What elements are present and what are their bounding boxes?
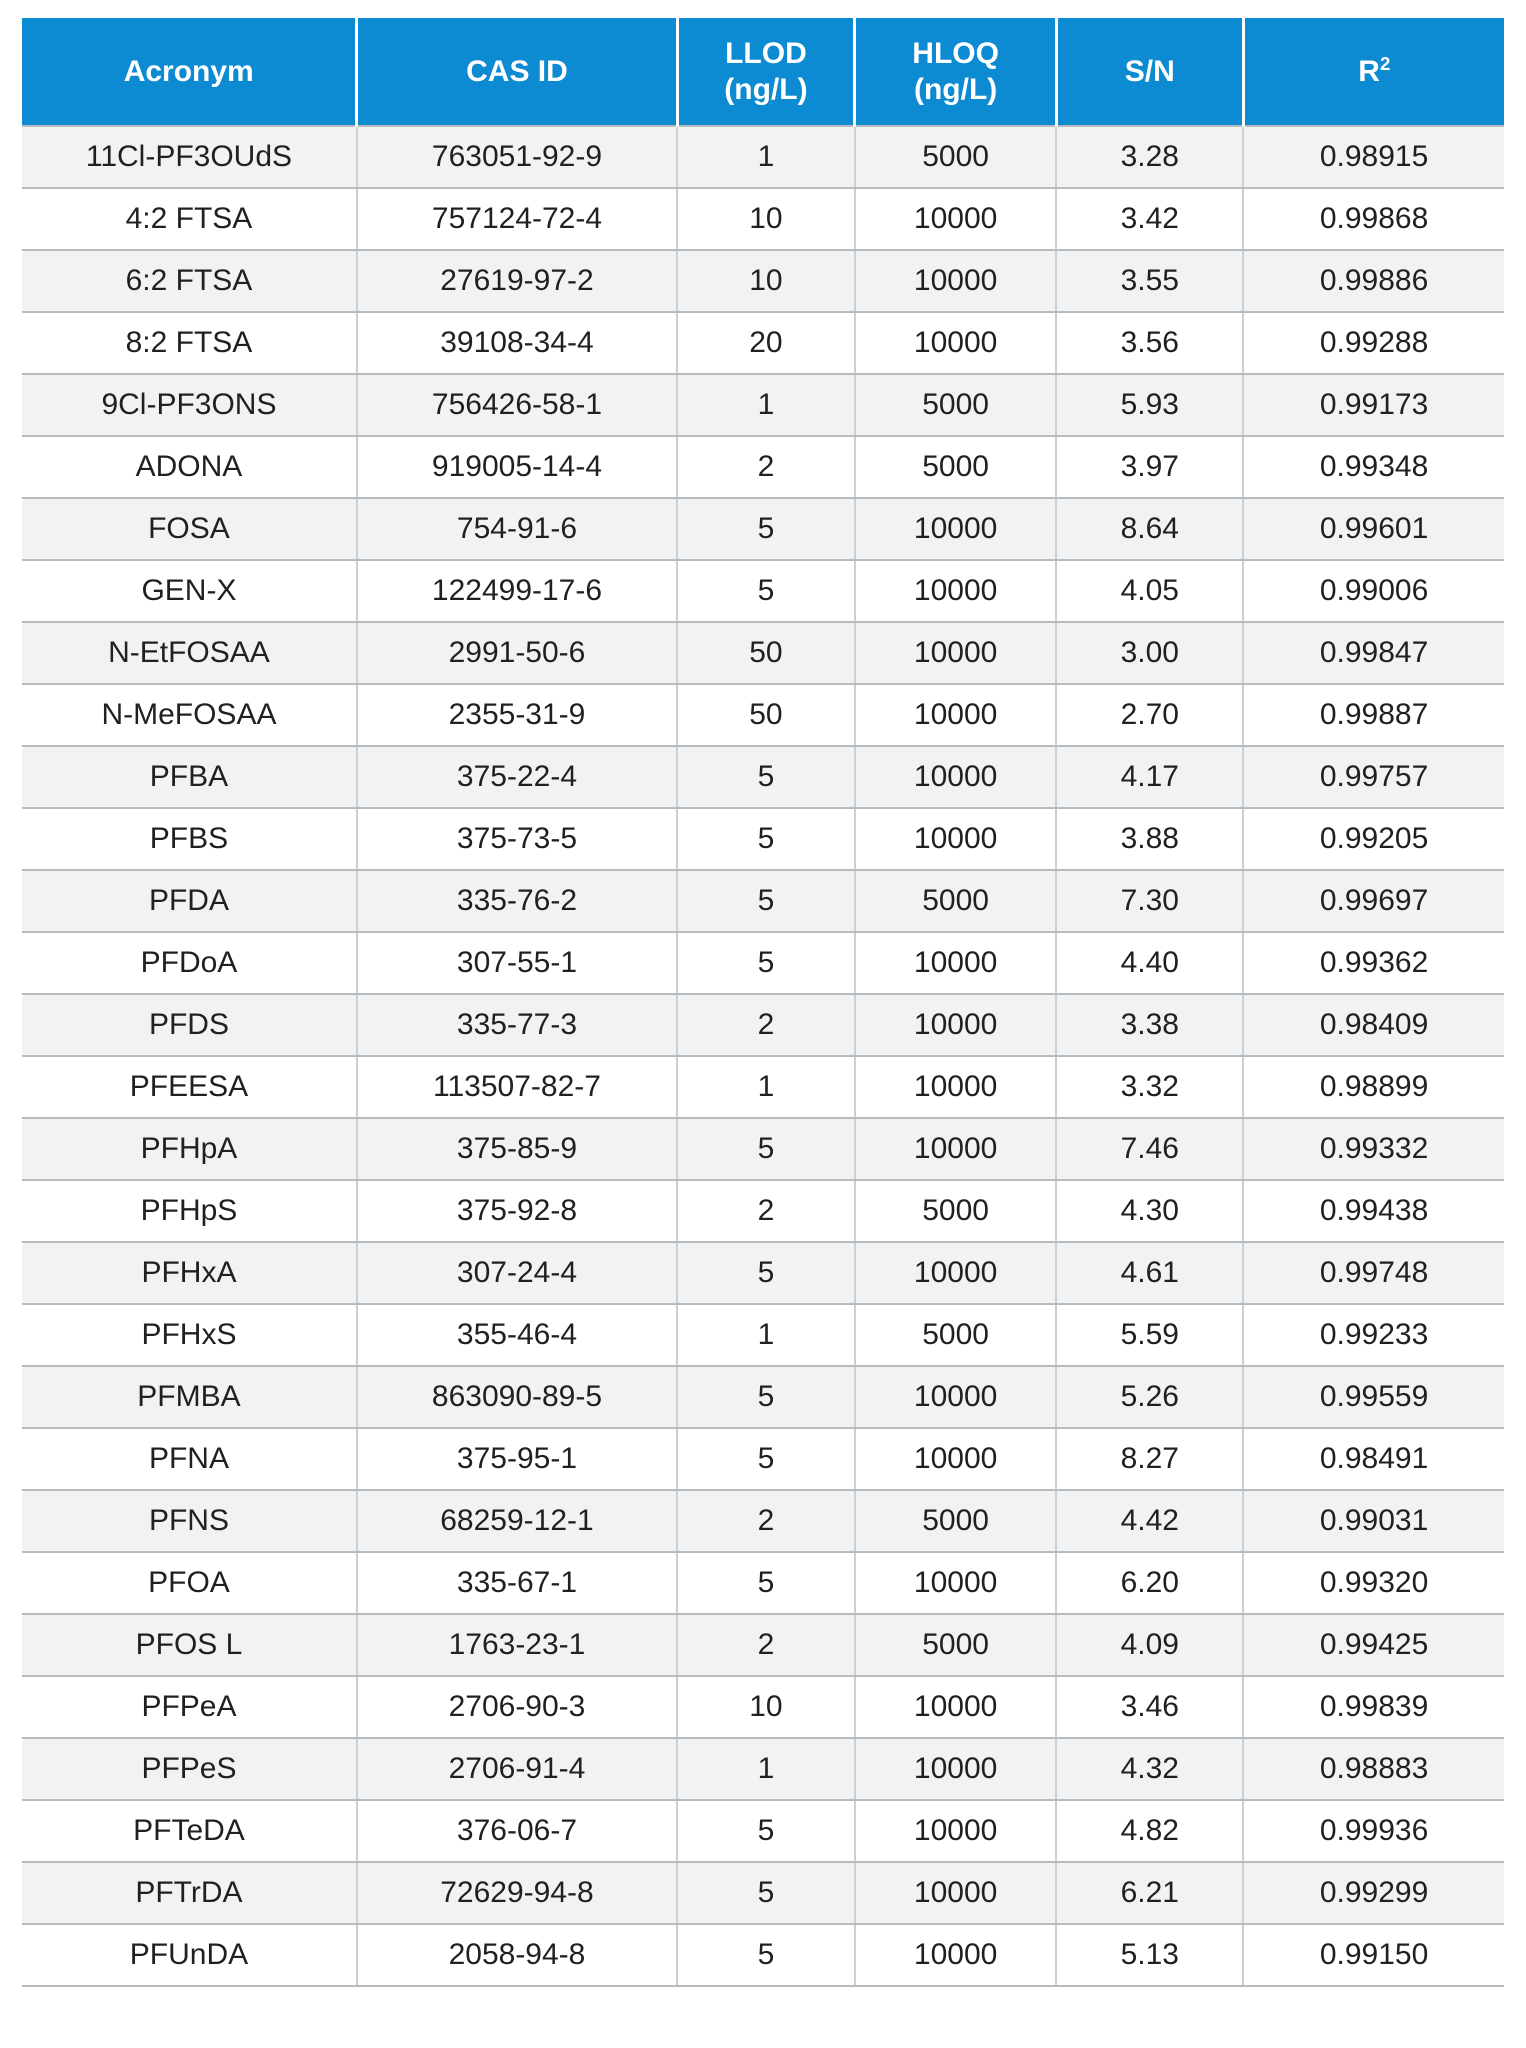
cell-r2: 0.98409: [1243, 994, 1504, 1056]
table-row: [22, 808, 1504, 870]
cell-sn: 5.26: [1056, 1366, 1243, 1428]
cell-llod: 5: [677, 1800, 855, 1862]
column-header-llod-unit: (ng/L): [724, 72, 808, 106]
table-row: [22, 622, 1504, 684]
cell-llod: 1: [677, 126, 855, 188]
cell-sn: 4.42: [1056, 1490, 1243, 1552]
cell-r2: 0.99868: [1243, 188, 1504, 250]
cell-acronym: PFHxS: [22, 1304, 357, 1366]
table-row: [22, 1118, 1504, 1180]
table-row: [22, 684, 1504, 746]
cell-r2: 0.99233: [1243, 1304, 1504, 1366]
cell-cas_id: 763051-92-9: [357, 126, 677, 188]
cell-sn: 4.32: [1056, 1738, 1243, 1800]
cell-sn: 4.05: [1056, 560, 1243, 622]
cell-cas_id: 757124-72-4: [357, 188, 677, 250]
column-header-hloq: [855, 18, 1057, 126]
cell-cas_id: 919005-14-4: [357, 436, 677, 498]
column-header-acronym-label: Acronym: [123, 54, 254, 88]
cell-r2: 0.99425: [1243, 1614, 1504, 1676]
cell-hloq: 10000: [855, 1924, 1057, 1986]
table-row: [22, 1800, 1504, 1862]
table-row: [22, 126, 1504, 188]
cell-r2: 0.99438: [1243, 1180, 1504, 1242]
cell-hloq: 10000: [855, 1862, 1057, 1924]
cell-sn: 5.59: [1056, 1304, 1243, 1366]
table-row: [22, 932, 1504, 994]
cell-sn: 3.00: [1056, 622, 1243, 684]
cell-acronym: PFDA: [22, 870, 357, 932]
cell-llod: 50: [677, 684, 855, 746]
cell-acronym: PFHpS: [22, 1180, 357, 1242]
cell-acronym: 8:2 FTSA: [22, 312, 357, 374]
cell-acronym: PFPeA: [22, 1676, 357, 1738]
cell-sn: 5.93: [1056, 374, 1243, 436]
cell-cas_id: 2355-31-9: [357, 684, 677, 746]
cell-llod: 2: [677, 1180, 855, 1242]
cell-r2: 0.99757: [1243, 746, 1504, 808]
cell-r2: 0.99936: [1243, 1800, 1504, 1862]
cell-llod: 5: [677, 870, 855, 932]
cell-cas_id: 1763-23-1: [357, 1614, 677, 1676]
cell-sn: 3.97: [1056, 436, 1243, 498]
cell-llod: 5: [677, 746, 855, 808]
cell-acronym: PFTrDA: [22, 1862, 357, 1924]
cell-sn: 4.61: [1056, 1242, 1243, 1304]
table-row: [22, 1738, 1504, 1800]
cell-r2: 0.99173: [1243, 374, 1504, 436]
table-row: [22, 1676, 1504, 1738]
table-row: [22, 1304, 1504, 1366]
cell-sn: 3.42: [1056, 188, 1243, 250]
cell-hloq: 10000: [855, 1800, 1057, 1862]
analyte-validation-table: [22, 18, 1504, 1987]
cell-sn: 4.82: [1056, 1800, 1243, 1862]
cell-llod: 1: [677, 1056, 855, 1118]
cell-hloq: 5000: [855, 374, 1057, 436]
cell-acronym: PFEESA: [22, 1056, 357, 1118]
cell-acronym: PFUnDA: [22, 1924, 357, 1986]
cell-r2: 0.99748: [1243, 1242, 1504, 1304]
cell-r2: 0.99150: [1243, 1924, 1504, 1986]
cell-acronym: PFTeDA: [22, 1800, 357, 1862]
cell-r2: 0.99362: [1243, 932, 1504, 994]
cell-cas_id: 2706-90-3: [357, 1676, 677, 1738]
column-header-sn-label: S/N: [1124, 54, 1175, 88]
table-row: [22, 870, 1504, 932]
cell-cas_id: 863090-89-5: [357, 1366, 677, 1428]
cell-llod: 2: [677, 1614, 855, 1676]
column-header-cas-id: [357, 18, 677, 126]
cell-acronym: PFNA: [22, 1428, 357, 1490]
cell-hloq: 5000: [855, 436, 1057, 498]
cell-sn: 4.30: [1056, 1180, 1243, 1242]
cell-llod: 2: [677, 436, 855, 498]
cell-acronym: GEN-X: [22, 560, 357, 622]
cell-cas_id: 756426-58-1: [357, 374, 677, 436]
cell-hloq: 10000: [855, 932, 1057, 994]
cell-sn: 3.28: [1056, 126, 1243, 188]
cell-llod: 5: [677, 560, 855, 622]
column-header-llod: [677, 18, 855, 126]
cell-hloq: 10000: [855, 622, 1057, 684]
cell-sn: 3.38: [1056, 994, 1243, 1056]
cell-cas_id: 307-24-4: [357, 1242, 677, 1304]
cell-hloq: 10000: [855, 1738, 1057, 1800]
cell-sn: 3.46: [1056, 1676, 1243, 1738]
cell-r2: 0.99887: [1243, 684, 1504, 746]
cell-acronym: PFDoA: [22, 932, 357, 994]
column-header-acronym: [22, 18, 357, 126]
cell-acronym: PFHxA: [22, 1242, 357, 1304]
table-row: [22, 994, 1504, 1056]
cell-sn: 3.88: [1056, 808, 1243, 870]
cell-r2: 0.99288: [1243, 312, 1504, 374]
cell-sn: 3.32: [1056, 1056, 1243, 1118]
cell-hloq: 10000: [855, 188, 1057, 250]
cell-acronym: PFDS: [22, 994, 357, 1056]
cell-r2: 0.98915: [1243, 126, 1504, 188]
cell-llod: 5: [677, 1552, 855, 1614]
table-header: [22, 18, 1504, 126]
cell-r2: 0.98899: [1243, 1056, 1504, 1118]
cell-acronym: PFPeS: [22, 1738, 357, 1800]
column-header-sn: [1056, 18, 1243, 126]
cell-acronym: PFNS: [22, 1490, 357, 1552]
cell-cas_id: 375-92-8: [357, 1180, 677, 1242]
table-row: [22, 1490, 1504, 1552]
cell-acronym: 4:2 FTSA: [22, 188, 357, 250]
column-header-r2-label: R: [1358, 54, 1380, 88]
table-row: [22, 1862, 1504, 1924]
cell-acronym: PFHpA: [22, 1118, 357, 1180]
column-header-hloq-unit: (ng/L): [913, 72, 998, 106]
cell-cas_id: 113507-82-7: [357, 1056, 677, 1118]
cell-acronym: ADONA: [22, 436, 357, 498]
table-row: [22, 1552, 1504, 1614]
table-row: [22, 1924, 1504, 1986]
cell-hloq: 10000: [855, 498, 1057, 560]
table-body: [22, 126, 1504, 1986]
cell-hloq: 10000: [855, 1242, 1057, 1304]
cell-acronym: PFBA: [22, 746, 357, 808]
table-row: [22, 1242, 1504, 1304]
cell-llod: 1: [677, 1738, 855, 1800]
cell-hloq: 5000: [855, 1490, 1057, 1552]
cell-cas_id: 375-85-9: [357, 1118, 677, 1180]
cell-sn: 6.21: [1056, 1862, 1243, 1924]
cell-sn: 8.64: [1056, 498, 1243, 560]
cell-llod: 10: [677, 250, 855, 312]
cell-cas_id: 27619-97-2: [357, 250, 677, 312]
table-row: [22, 374, 1504, 436]
cell-cas_id: 376-06-7: [357, 1800, 677, 1862]
table-row: [22, 1366, 1504, 1428]
cell-hloq: 5000: [855, 870, 1057, 932]
table-row: [22, 188, 1504, 250]
table-row: [22, 1428, 1504, 1490]
cell-acronym: PFOS L: [22, 1614, 357, 1676]
table-row: [22, 250, 1504, 312]
cell-llod: 10: [677, 188, 855, 250]
column-header-hloq-label: HLOQ: [912, 37, 999, 71]
cell-sn: 5.13: [1056, 1924, 1243, 1986]
cell-acronym: FOSA: [22, 498, 357, 560]
cell-llod: 2: [677, 1490, 855, 1552]
table-row: [22, 560, 1504, 622]
cell-hloq: 5000: [855, 1614, 1057, 1676]
table-row: [22, 436, 1504, 498]
cell-llod: 5: [677, 498, 855, 560]
column-header-r2: [1243, 18, 1504, 126]
table-row: [22, 1180, 1504, 1242]
cell-r2: 0.98883: [1243, 1738, 1504, 1800]
cell-acronym: PFOA: [22, 1552, 357, 1614]
cell-hloq: 10000: [855, 1676, 1057, 1738]
cell-hloq: 5000: [855, 1180, 1057, 1242]
cell-acronym: PFBS: [22, 808, 357, 870]
cell-hloq: 10000: [855, 312, 1057, 374]
cell-hloq: 10000: [855, 1552, 1057, 1614]
table-row: [22, 312, 1504, 374]
cell-hloq: 10000: [855, 1056, 1057, 1118]
cell-sn: 2.70: [1056, 684, 1243, 746]
cell-acronym: 6:2 FTSA: [22, 250, 357, 312]
cell-r2: 0.99031: [1243, 1490, 1504, 1552]
cell-acronym: 11Cl-PF3OUdS: [22, 126, 357, 188]
cell-llod: 5: [677, 808, 855, 870]
column-header-r2-superscript: 2: [1379, 52, 1391, 74]
cell-hloq: 5000: [855, 1304, 1057, 1366]
cell-r2: 0.99299: [1243, 1862, 1504, 1924]
cell-sn: 8.27: [1056, 1428, 1243, 1490]
cell-sn: 4.09: [1056, 1614, 1243, 1676]
cell-cas_id: 307-55-1: [357, 932, 677, 994]
cell-cas_id: 2706-91-4: [357, 1738, 677, 1800]
cell-llod: 1: [677, 374, 855, 436]
cell-sn: 7.46: [1056, 1118, 1243, 1180]
table-row: [22, 498, 1504, 560]
cell-r2: 0.99332: [1243, 1118, 1504, 1180]
cell-llod: 5: [677, 1242, 855, 1304]
cell-cas_id: 68259-12-1: [357, 1490, 677, 1552]
cell-r2: 0.99348: [1243, 436, 1504, 498]
table-row: [22, 746, 1504, 808]
cell-cas_id: 335-76-2: [357, 870, 677, 932]
cell-r2: 0.99839: [1243, 1676, 1504, 1738]
cell-hloq: 10000: [855, 684, 1057, 746]
cell-sn: 3.55: [1056, 250, 1243, 312]
cell-sn: 4.17: [1056, 746, 1243, 808]
cell-hloq: 10000: [855, 1366, 1057, 1428]
cell-hloq: 10000: [855, 994, 1057, 1056]
cell-cas_id: 355-46-4: [357, 1304, 677, 1366]
cell-llod: 5: [677, 1118, 855, 1180]
cell-r2: 0.99847: [1243, 622, 1504, 684]
cell-cas_id: 2991-50-6: [357, 622, 677, 684]
cell-cas_id: 375-73-5: [357, 808, 677, 870]
cell-llod: 5: [677, 1862, 855, 1924]
cell-acronym: N-MeFOSAA: [22, 684, 357, 746]
table-row: [22, 1614, 1504, 1676]
cell-cas_id: 2058-94-8: [357, 1924, 677, 1986]
column-header-cas-id-label: CAS ID: [466, 54, 568, 88]
cell-hloq: 10000: [855, 250, 1057, 312]
column-header-llod-label: LLOD: [725, 37, 807, 71]
cell-r2: 0.99006: [1243, 560, 1504, 622]
table-header-row: [22, 18, 1504, 126]
cell-llod: 2: [677, 994, 855, 1056]
cell-llod: 10: [677, 1676, 855, 1738]
cell-acronym: PFMBA: [22, 1366, 357, 1428]
cell-cas_id: 39108-34-4: [357, 312, 677, 374]
cell-cas_id: 335-77-3: [357, 994, 677, 1056]
cell-hloq: 10000: [855, 808, 1057, 870]
cell-cas_id: 375-22-4: [357, 746, 677, 808]
cell-r2: 0.99601: [1243, 498, 1504, 560]
cell-hloq: 10000: [855, 1428, 1057, 1490]
cell-hloq: 10000: [855, 560, 1057, 622]
cell-hloq: 5000: [855, 126, 1057, 188]
cell-llod: 1: [677, 1304, 855, 1366]
cell-r2: 0.98491: [1243, 1428, 1504, 1490]
cell-r2: 0.99559: [1243, 1366, 1504, 1428]
cell-sn: 3.56: [1056, 312, 1243, 374]
cell-acronym: 9Cl-PF3ONS: [22, 374, 357, 436]
cell-llod: 5: [677, 1428, 855, 1490]
cell-sn: 4.40: [1056, 932, 1243, 994]
cell-hloq: 10000: [855, 1118, 1057, 1180]
cell-sn: 6.20: [1056, 1552, 1243, 1614]
cell-llod: 20: [677, 312, 855, 374]
cell-r2: 0.99205: [1243, 808, 1504, 870]
table-row: [22, 1056, 1504, 1118]
cell-llod: 5: [677, 1924, 855, 1986]
cell-hloq: 10000: [855, 746, 1057, 808]
cell-acronym: N-EtFOSAA: [22, 622, 357, 684]
cell-cas_id: 754-91-6: [357, 498, 677, 560]
cell-r2: 0.99886: [1243, 250, 1504, 312]
cell-llod: 5: [677, 932, 855, 994]
cell-cas_id: 122499-17-6: [357, 560, 677, 622]
cell-llod: 5: [677, 1366, 855, 1428]
cell-cas_id: 375-95-1: [357, 1428, 677, 1490]
cell-cas_id: 335-67-1: [357, 1552, 677, 1614]
cell-sn: 7.30: [1056, 870, 1243, 932]
cell-cas_id: 72629-94-8: [357, 1862, 677, 1924]
cell-r2: 0.99320: [1243, 1552, 1504, 1614]
cell-r2: 0.99697: [1243, 870, 1504, 932]
cell-llod: 50: [677, 622, 855, 684]
